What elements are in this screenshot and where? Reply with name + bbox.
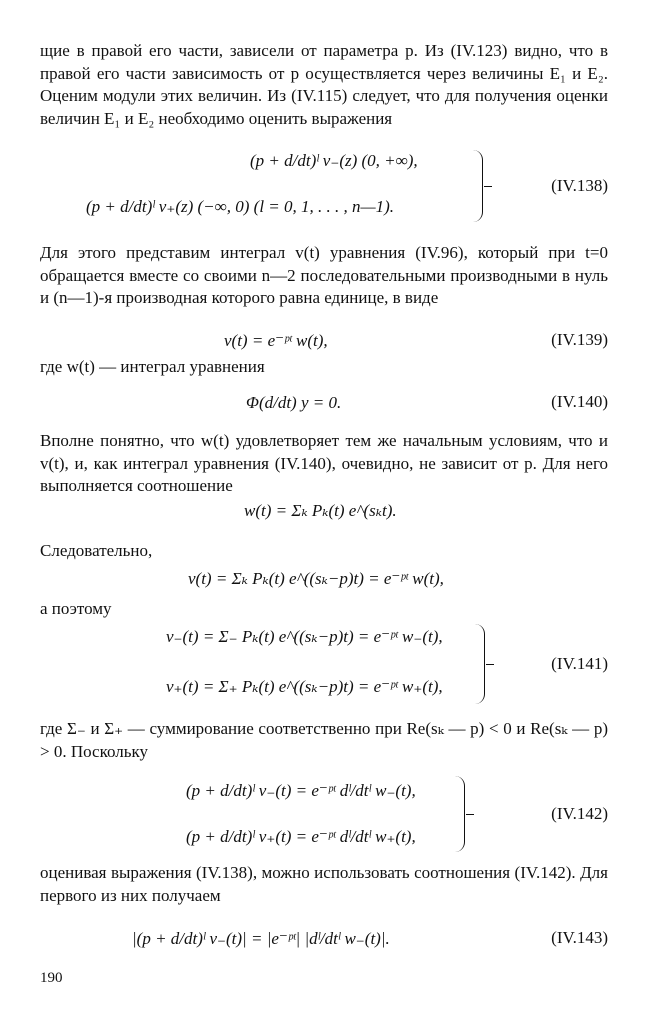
brace-142 bbox=[454, 776, 465, 852]
equation-number-138: (IV.138) bbox=[551, 176, 608, 195]
brace-142-tip bbox=[466, 814, 474, 815]
paragraph-3: где w(t) — интеграл уравнения bbox=[40, 357, 265, 376]
equation-139: v(t) = e⁻ᵖᵗ w(t), bbox=[224, 331, 328, 350]
paragraph-2: Для этого представим интеграл v(t) уравнения (IV.96), который при t=0 обращается вместе со своими n—2 последовательными производными в нуль и (n—1)-я производная которого равна единице, в виде bbox=[40, 243, 608, 307]
equation-v: v(t) = Σₖ Pₖ(t) e^((sₖ−p)t) = e⁻ᵖᵗ w(t), bbox=[188, 569, 444, 588]
equation-141-line-2: v₊(t) = Σ₊ Pₖ(t) e^((sₖ−p)t) = e⁻ᵖᵗ w₊(t), bbox=[166, 677, 443, 696]
paragraph-6: а поэтому bbox=[40, 599, 112, 618]
equation-140: Φ(d/dt) y = 0. bbox=[246, 393, 342, 412]
equation-138-line-2: (p + d/dt)ˡ v₊(z) (−∞, 0) (l = 0, 1, . . . , n—1). bbox=[86, 197, 395, 216]
paragraph-8: оценивая выражения (IV.138), можно использовать соотношения (IV.142). Для первого из них получаем bbox=[40, 863, 608, 905]
brace-138-tip bbox=[484, 186, 492, 187]
equation-142-line-1: (p + d/dt)ˡ v₋(t) = e⁻ᵖᵗ dˡ/dtˡ w₋(t), bbox=[186, 781, 416, 800]
equation-141-line-1: v₋(t) = Σ₋ Pₖ(t) e^((sₖ−p)t) = e⁻ᵖᵗ w₋(t), bbox=[166, 627, 443, 646]
equation-w: w(t) = Σₖ Pₖ(t) e^(sₖt). bbox=[244, 501, 397, 520]
paragraph-7: где Σ₋ и Σ₊ — суммирование соответственно при Re(sₖ — p) < 0 и Re(sₖ — p) > 0. Поскольку bbox=[40, 719, 608, 761]
equation-number-141: (IV.141) bbox=[551, 654, 608, 673]
page-number: 190 bbox=[40, 970, 63, 986]
equation-number-140: (IV.140) bbox=[551, 392, 608, 411]
paragraph-5: Следовательно, bbox=[40, 541, 153, 560]
brace-141-tip bbox=[486, 664, 494, 665]
equation-138-line-1: (p + d/dt)ˡ v₋(z) (0, +∞), bbox=[250, 151, 418, 170]
equation-number-139: (IV.139) bbox=[551, 330, 608, 349]
equation-number-142: (IV.142) bbox=[551, 804, 608, 823]
equation-number-143: (IV.143) bbox=[551, 928, 608, 947]
equation-143: |(p + d/dt)ˡ v₋(t)| = |e⁻ᵖᵗ| |dˡ/dtˡ w₋(t)|. bbox=[132, 929, 390, 948]
equation-142-line-2: (p + d/dt)ˡ v₊(t) = e⁻ᵖᵗ dˡ/dtˡ w₊(t), bbox=[186, 827, 416, 846]
paragraph-4: Вполне понятно, что w(t) удовлетворяет тем же начальным условиям, что и v(t), и, как интеграл уравнения (IV.140), очевидно, не зависит от p. Для него выполняется соотношение bbox=[40, 431, 608, 495]
paragraph-1: щие в правой его части, зависели от параметра p. Из (IV.123) видно, что в правой его части зависимость от p осуществляется через величины E₁ и E₂. Оценим модули этих величин. Из (IV.115) следует, что для получения оценки величин E₁ и E₂ необходимо оценить выражения bbox=[40, 41, 608, 128]
brace-141 bbox=[474, 624, 485, 704]
brace-138 bbox=[472, 150, 483, 222]
